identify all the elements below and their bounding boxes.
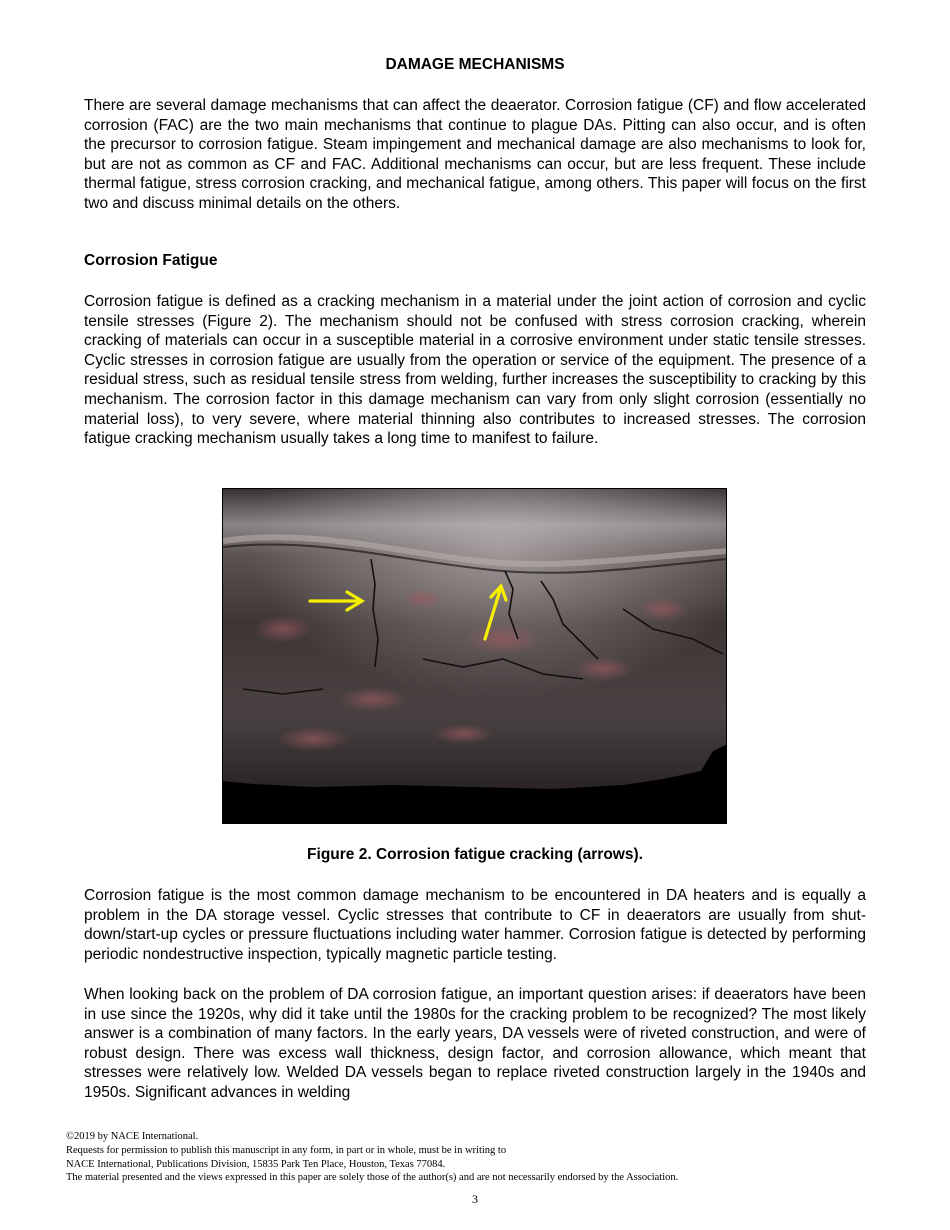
page-number: 3 [472,1192,478,1206]
footer-address: NACE International, Publications Division, 15835 Park Ten Place, Houston, Texas 77084. [66,1158,446,1170]
figure-2-photo [222,488,727,824]
page-footer [66,1130,886,1185]
section-title: DAMAGE MECHANISMS [385,56,565,73]
intro-paragraph: There are several damage mechanisms that can affect the deaerator. Corrosion fatigue (CF) and flow accelerated corrosion (FAC) are the two main mechanisms that continue to plague DAs. Pitting can also occur, and is often the precursor to corrosion fatigue. Steam impingement and mechanical damage are also mechanisms to look for, but are not as common as CF and FAC. Additional mechanisms can occur, but are less frequent. These include thermal fatigue, stress corrosion cracking, and mechanical fatigue, among others. This paper will focus on the first two and discuss minimal details on the others. [84,97,866,212]
cf-history-paragraph: When looking back on the problem of DA corrosion fatigue, an important question arises: if deaerators have been in use since the 1920s, why did it take until the 1980s for the cracking problem to be recognized? The most likely answer is a combination of many factors. In the early years, DA vessels were of riveted construction, and were of robust design. There was excess wall thickness, design factor, and corrosion allowance, which meant that stresses were relatively low. Welded DA vessels began to replace riveted construction largely in the 1940s and 1950s. Significant advances in welding [84,986,866,1101]
corrosion-crack-photo [223,489,727,824]
cf-common-paragraph: Corrosion fatigue is the most common damage mechanism to be encountered in DA heaters and is equally a problem in the DA storage vessel. Cyclic stresses that contribute to CF in deaerators are usually from shut-down/start-up cycles or pressure fluctuations including water hammer. Corrosion fatigue is detected by performing periodic nondestructive inspection, typically magnetic particle testing. [84,887,866,963]
cf-definition-paragraph: Corrosion fatigue is defined as a cracking mechanism in a material under the joint action of corrosion and cyclic tensile stresses (Figure 2). The mechanism should not be confused with stress corrosion cracking, wherein cracking of materials can occur in a susceptible material in a corrosive environment under static tensile stresses. Cyclic stresses in corrosion fatigue are usually from the operation or service of the equipment. The presence of a residual stress, such as residual tensile stress from welding, further increases the susceptibility to cracking by this mechanism. The corrosion factor in this damage mechanism can vary from only slight corrosion (essentially no material loss), to very severe, where material thinning also contributes to increased stresses. The corrosion fatigue cracking mechanism usually takes a long time to manifest to failure. [84,293,866,448]
footer-copyright: ©2019 by NACE International. [66,1131,199,1142]
subsection-title: Corrosion Fatigue [84,252,218,269]
footer-disclaimer: The material presented and the views expressed in this paper are solely those of the author(s) and are not necessarily endorsed by the Association. [66,1172,679,1184]
figure-2-caption: Figure 2. Corrosion fatigue cracking (arrows). [307,846,643,863]
footer-permission: Requests for permission to publish this manuscript in any form, in part or in whole, must be in writing to [66,1144,507,1156]
